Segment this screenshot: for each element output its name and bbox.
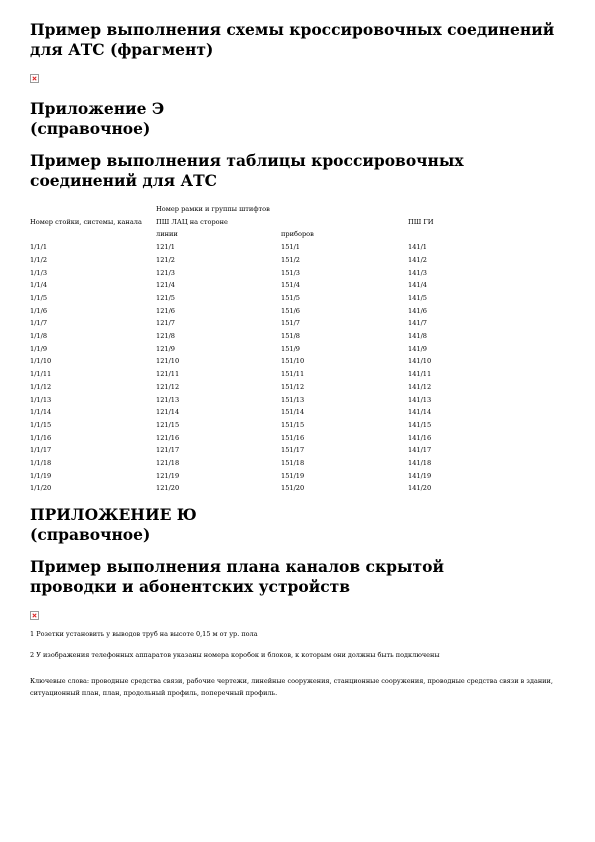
appendix-yu-title: ПРИЛОЖЕНИЕ Ю	[30, 505, 197, 525]
heading-cross-connection-table: Пример выполнения таблицы кроссировочных соединений для АТС	[30, 151, 464, 190]
cell-line: 121/14	[156, 408, 180, 417]
table-row	[30, 330, 508, 343]
note-2: 2 У изображения телефонных аппаратов указаны номера коробок и блоков, к которым они должны быть подключены	[30, 651, 440, 660]
table-header-row	[30, 216, 508, 229]
note-1: 1 Розетки установить у выводов труб на высоте 0,15 м от ур. пола	[30, 630, 258, 639]
cell-devices: 151/17	[281, 446, 305, 455]
cell-stand: 1/1/13	[30, 395, 52, 404]
cell-line: 121/15	[156, 420, 180, 429]
cell-devices: 151/14	[281, 408, 305, 417]
cell-line: 121/3	[156, 268, 176, 277]
cell-line: 121/11	[156, 370, 180, 379]
cell-stand: 1/1/19	[30, 471, 52, 480]
cell-gi: 141/12	[408, 382, 432, 391]
broken-image-icon	[30, 611, 39, 620]
broken-image-icon	[30, 74, 39, 83]
cell-gi: 141/17	[408, 446, 432, 455]
appendix-e-title: Приложение Э	[30, 99, 165, 118]
cell-gi: 141/4	[408, 281, 428, 290]
cell-line: 121/4	[156, 281, 176, 290]
cell-gi: 141/16	[408, 433, 432, 442]
table-row	[30, 432, 508, 445]
cell-gi: 141/2	[408, 255, 428, 264]
cell-devices: 151/13	[281, 395, 305, 404]
cell-gi: 141/8	[408, 332, 428, 341]
cell-stand: 1/1/17	[30, 446, 52, 455]
cell-devices: 151/18	[281, 459, 305, 468]
cell-devices: 151/7	[281, 319, 301, 328]
table-row	[30, 279, 508, 292]
cell-devices: 151/12	[281, 382, 305, 391]
cell-gi: 141/11	[408, 370, 432, 379]
cell-line: 121/13	[156, 395, 180, 404]
cell-gi: 141/18	[408, 459, 432, 468]
table-row	[30, 457, 508, 470]
cell-devices: 151/11	[281, 370, 305, 379]
cell-line: 121/19	[156, 471, 180, 480]
cell-devices: 151/19	[281, 471, 305, 480]
cell-line: 121/8	[156, 332, 176, 341]
table-row	[30, 355, 508, 368]
cell-stand: 1/1/2	[30, 255, 48, 264]
cell-line: 121/9	[156, 344, 176, 353]
cell-gi: 141/9	[408, 344, 428, 353]
cell-stand: 1/1/8	[30, 332, 48, 341]
table-header-row	[30, 228, 508, 241]
table-header-row	[30, 203, 508, 216]
cell-stand: 1/1/18	[30, 459, 52, 468]
table-row	[30, 254, 508, 267]
cell-devices: 151/15	[281, 420, 305, 429]
cell-line: 121/6	[156, 306, 176, 315]
cell-line: 121/1	[156, 243, 176, 252]
cell-line: 121/18	[156, 459, 180, 468]
table-row	[30, 305, 508, 318]
cell-stand: 1/1/14	[30, 408, 52, 417]
cell-stand: 1/1/1	[30, 243, 48, 252]
cell-devices: 151/6	[281, 306, 301, 315]
header-lineside: ПШ ЛАЦ на стороне	[156, 217, 228, 226]
header-group: Номер рамки и группы штифтов	[156, 205, 270, 213]
table-row	[30, 444, 508, 457]
table-row	[30, 394, 508, 407]
table-row	[30, 381, 508, 394]
cell-line: 121/7	[156, 319, 176, 328]
cell-devices: 151/4	[281, 281, 301, 290]
header-sub-line: линии	[156, 230, 178, 239]
keywords-paragraph: Ключевые слова: проводные средства связи, рабочие чертежи, линейные сооружения, станционные сооружения, проводные средства связи в здании, ситуационный план, план, продольный профиль, поперечный профиль.	[30, 677, 553, 697]
table-row	[30, 267, 508, 280]
cell-gi: 141/13	[408, 395, 432, 404]
cell-line: 121/16	[156, 433, 180, 442]
cell-devices: 151/5	[281, 293, 301, 302]
table-row	[30, 419, 508, 432]
cell-line: 121/10	[156, 357, 180, 366]
table-row	[30, 368, 508, 381]
cell-gi: 141/6	[408, 306, 428, 315]
table-row	[30, 343, 508, 356]
cell-stand: 1/1/11	[30, 370, 52, 379]
cell-gi: 141/15	[408, 420, 432, 429]
table-row	[30, 470, 508, 483]
cell-stand: 1/1/20	[30, 484, 52, 493]
table-row	[30, 317, 508, 330]
cell-devices: 151/3	[281, 268, 301, 277]
cell-stand: 1/1/6	[30, 306, 48, 315]
table-row	[30, 292, 508, 305]
cell-gi: 141/5	[408, 293, 428, 302]
document-page	[30, 20, 570, 699]
cell-devices: 151/10	[281, 357, 305, 366]
heading-hidden-wiring-plan: Пример выполнения плана каналов скрытой проводки и абонентских устройств	[30, 557, 444, 597]
cell-devices: 151/20	[281, 484, 305, 493]
cell-gi: 141/10	[408, 357, 432, 366]
cell-gi: 141/14	[408, 408, 432, 417]
appendix-yu-subtitle: (справочное)	[30, 525, 151, 545]
cell-gi: 141/20	[408, 484, 432, 493]
cell-devices: 151/2	[281, 255, 301, 264]
cell-stand: 1/1/9	[30, 344, 48, 353]
header-sub-devices: приборов	[281, 230, 314, 239]
cell-devices: 151/9	[281, 344, 301, 353]
header-gi: ПШ ГИ	[408, 217, 434, 226]
cell-stand: 1/1/5	[30, 293, 48, 302]
cell-stand: 1/1/3	[30, 268, 48, 277]
cell-devices: 151/8	[281, 332, 301, 341]
cell-line: 121/17	[156, 446, 180, 455]
cell-stand: 1/1/4	[30, 281, 48, 290]
cell-devices: 151/16	[281, 433, 305, 442]
heading-cross-connection-scheme: Пример выполнения схемы кроссировочных соединений для АТС (фрагмент)	[30, 20, 555, 59]
cross-connection-table	[30, 203, 508, 495]
header-col-stand: Номер стойки, системы, канала	[30, 217, 142, 226]
table-row	[30, 406, 508, 419]
cell-gi: 141/19	[408, 471, 432, 480]
cell-gi: 141/3	[408, 268, 428, 277]
cell-stand: 1/1/15	[30, 420, 52, 429]
cell-line: 121/5	[156, 293, 176, 302]
cell-gi: 141/7	[408, 319, 428, 328]
appendix-e-subtitle: (справочное)	[30, 119, 151, 138]
cell-devices: 151/1	[281, 243, 301, 252]
cell-stand: 1/1/12	[30, 382, 52, 391]
cell-stand: 1/1/16	[30, 433, 52, 442]
table-row	[30, 482, 508, 495]
table-row	[30, 241, 508, 254]
cell-stand: 1/1/7	[30, 319, 48, 328]
cell-line: 121/20	[156, 484, 180, 493]
cell-line: 121/2	[156, 255, 176, 264]
cell-gi: 141/1	[408, 243, 428, 252]
cell-line: 121/12	[156, 382, 180, 391]
cell-stand: 1/1/10	[30, 357, 52, 366]
